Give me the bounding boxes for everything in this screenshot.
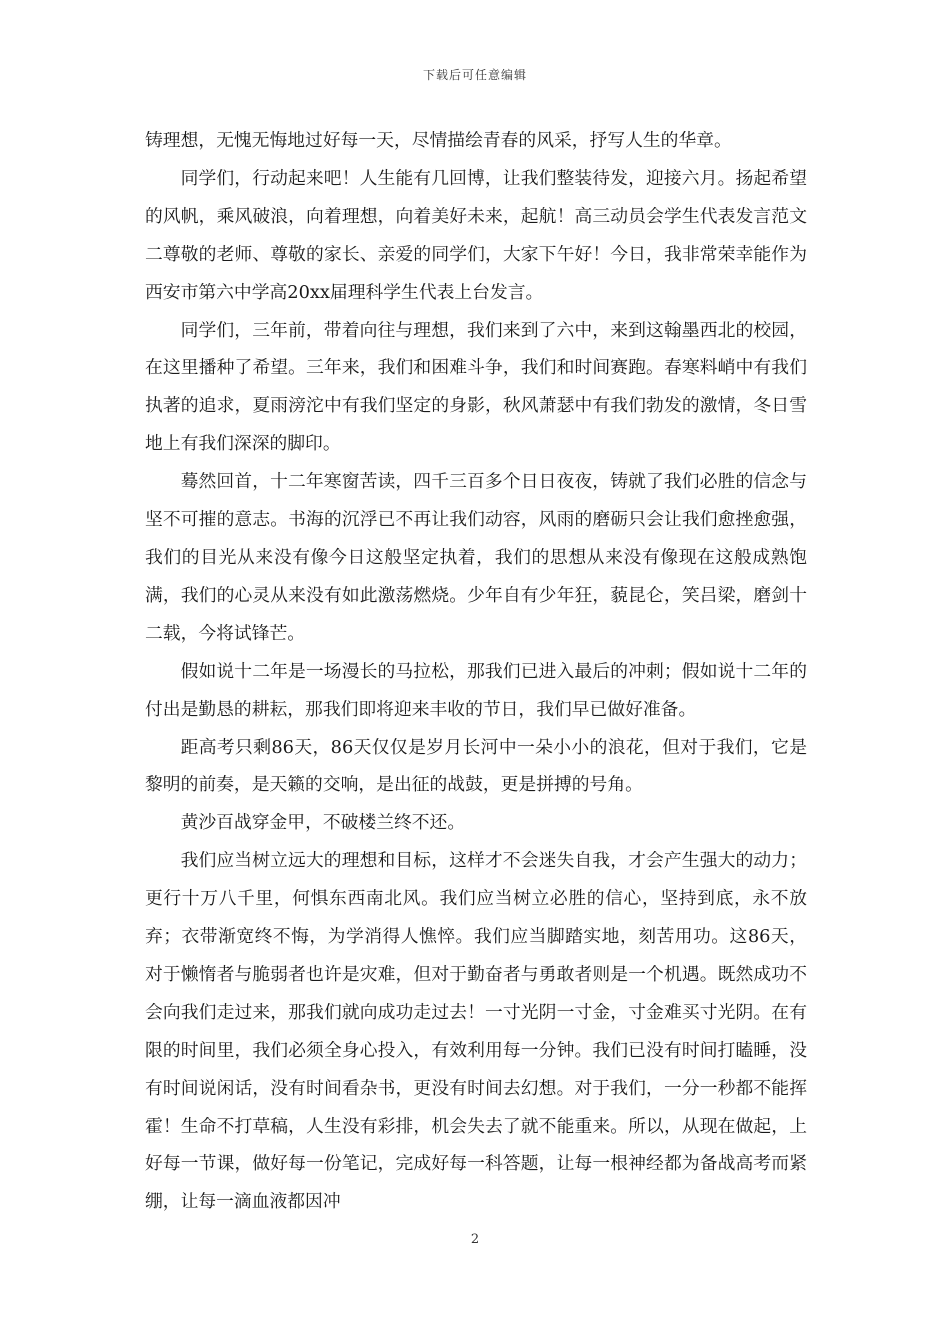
page-header: 下载后可任意编辑 xyxy=(422,68,527,82)
paragraph-continuation: 铸理想，无愧无悔地过好每一天，尽情描绘青春的风采，抒写人生的华章。 xyxy=(145,130,732,151)
document-body xyxy=(145,122,807,1221)
paragraph: 黄沙百战穿金甲，不破楼兰终不还。 xyxy=(180,812,466,834)
paragraph: 距高考只剩86天，86天仅仅是岁月长河中一朵小小的浪花，但对于我们，它是黎明的前奏，是天籁的交响，是出征的战鼓，更是拼搏的号角。 xyxy=(145,736,807,796)
paragraph: 同学们，行动起来吧！人生能有几回博，让我们整装待发，迎接六月。扬起希望的风帆，乘风破浪，向着理想，向着美好未来，起航！高三动员会学生代表发言范文二尊敬的老师、尊敬的家长、亲爱的同学们，大家下午好！今日，我非常荣幸能作为西安市第六中学高20xx届理科学生代表上台发言。 xyxy=(145,167,807,303)
paragraph: 假如说十二年是一场漫长的马拉松，那我们已进入最后的冲刺；假如说十二年的付出是勤恳的耕耘，那我们即将迎来丰收的节日，我们早已做好准备。 xyxy=(145,660,807,720)
paragraph: 同学们，三年前，带着向往与理想，我们来到了六中，来到这翰墨西北的校园，在这里播种了希望。三年来，我们和困难斗争，我们和时间赛跑。春寒料峭中有我们执著的追求，夏雨滂沱中有我们坚定的身影，秋风萧瑟中有我们勃发的激情，冬日雪地上有我们深深的脚印。 xyxy=(145,319,807,455)
paragraph: 蓦然回首，十二年寒窗苦读，四千三百多个日日夜夜，铸就了我们必胜的信念与坚不可摧的意志。书海的沉浮已不再让我们动容，风雨的磨砺只会让我们愈挫愈强，我们的目光从来没有像今日这般坚定执着，我们的思想从来没有像现在这般成熟饱满，我们的心灵从来没有如此激荡燃烧。少年自有少年狂，藐昆仑，笑吕梁，磨剑十二载，今将试锋芒。 xyxy=(145,471,807,644)
page-number: 2 xyxy=(470,1232,480,1247)
paragraph: 我们应当树立远大的理想和目标，这样才不会迷失自我，才会产生强大的动力；更行十万八千里，何惧东西南北风。我们应当树立必胜的信心，坚持到底，永不放弃；衣带渐宽终不悔，为学消得人憔悴。我们应当脚踏实地，刻苦用功。这86天，对于懒惰者与脆弱者也许是灾难，但对于勤奋者与勇敢者则是一个机遇。既然成功不会向我们走过来，那我们就向成功走过去！一寸光阴一寸金，寸金难买寸光阴。在有限的时间里，我们必须全身心投入，有效利用每一分钟。我们已没有时间打瞌睡，没有时间说闲话，没有时间看杂书，更没有时间去幻想。对于我们，一分一秒都不能挥霍！生命不打草稿，人生没有彩排，机会失去了就不能重来。所以，从现在做起，上好每一节课，做好每一份笔记，完成好每一科答题，让每一根神经都为备战高考而紧绷，让每一滴血液都因冲 xyxy=(145,850,807,1213)
